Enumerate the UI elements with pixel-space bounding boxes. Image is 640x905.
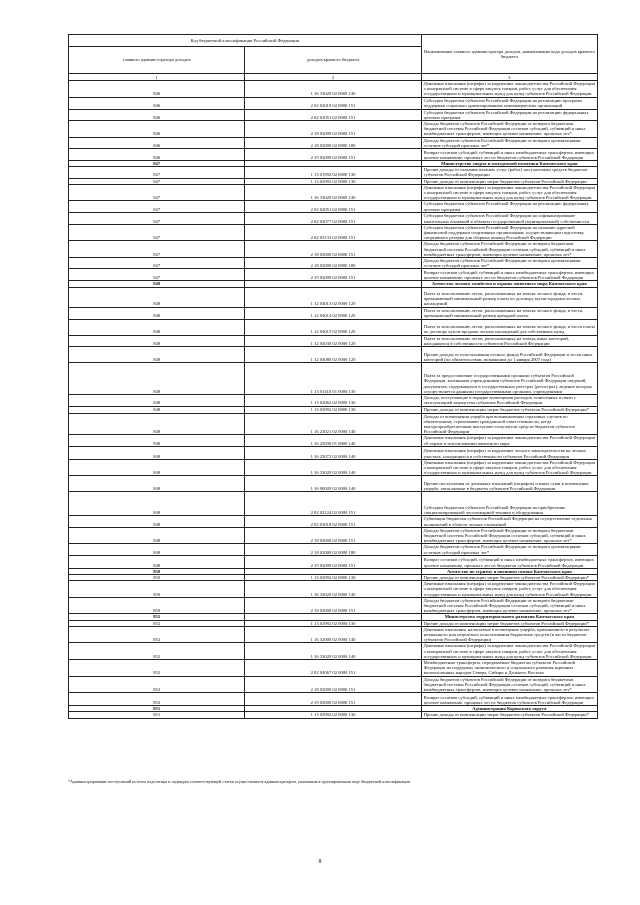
name-cell: Агентство лесного хозяйства и охраны животного мира Камчатского края xyxy=(421,281,597,287)
admin-code-cell: 850 xyxy=(69,597,245,614)
admin-code-cell: 848 xyxy=(69,413,245,435)
name-cell: Денежные взыскания (штрафы) за нарушение законодательства Российской Федерации о контрактной системе в сфере закупок товаров, работ, услуг для обеспечения государственных и муниципальных нужд для нужд субъектов Российской Федерации xyxy=(421,459,597,476)
table-row xyxy=(69,258,598,269)
admin-code-cell: 852 xyxy=(69,626,245,643)
table-row xyxy=(69,269,598,281)
table-row xyxy=(69,446,598,459)
name-cell: Межбюджетные трансферты, передаваемые бюджетам субъектов Российской Федерации на поддержку экономического и социального развития коренных малочисленных народов Севера, Сибири и Дальнего Востока xyxy=(421,660,597,677)
page-number: 8 xyxy=(318,859,322,865)
admin-code-cell: 846 xyxy=(69,121,245,138)
name-cell: Прочие доходы от использования лесного фонда Российской Федерации и лесов иных категорий (по обязательствам, возникшим до 1 января 2007 года) xyxy=(421,347,597,363)
admin-code-cell: 846 xyxy=(69,149,245,161)
name-cell: Денежные взыскания, налагаемые в возмещение ущерба, причиненного в результате незаконного или нецелевого использования бюджетных средств (в части бюджетов субъектов Российской Федерации) xyxy=(421,626,597,643)
footnote: *Администрирование поступлений по всем подстатьям и подвидам соответствующей статьи осуществляется администратором, указанным в группировочном коде бюджетной классификации xyxy=(68,779,410,784)
revenue-code-cell: 2 18 02000 02 0000 151 xyxy=(245,241,421,258)
revenue-code-cell: 1 13 02992 02 0000 130 xyxy=(245,178,421,184)
name-cell: Доходы от возмещения ущерба при возникновении страховых случаев по обязательному страхованию гражданской ответственности, когда выгодоприобретателями выступают получатели средств бюджетов субъектов Российской Федерации xyxy=(421,413,597,435)
admin-code-cell: 848 xyxy=(69,476,245,492)
table-row xyxy=(69,137,598,148)
revenue-code-cell: 1 12 04080 02 0000 120 xyxy=(245,347,421,363)
table-row xyxy=(69,544,598,555)
table-row xyxy=(69,516,598,527)
table-row xyxy=(69,241,598,258)
admin-code-cell: 848 xyxy=(69,406,245,413)
admin-code-cell: 847 xyxy=(69,241,245,258)
revenue-code-cell: 1 12 04013 02 0000 120 xyxy=(245,287,421,307)
revenue-code-cell: 2 19 02000 02 0000 151 xyxy=(245,555,421,568)
admin-code-cell: 851 xyxy=(69,712,245,718)
revenue-code-cell: 1 13 02992 02 0000 130 xyxy=(245,406,421,413)
admin-code-cell: 848 xyxy=(69,527,245,544)
admin-code-cell: 848 xyxy=(69,363,245,395)
table-row xyxy=(69,643,598,660)
admin-code-cell: 846 xyxy=(69,109,245,120)
table-row xyxy=(69,149,598,161)
revenue-code-cell: 2 18 02000 02 0000 151 xyxy=(245,597,421,614)
revenue-code-cell: 2 18 02000 02 0000 151 xyxy=(245,121,421,138)
name-cell: Субсидии бюджетам субъектов Российской Федерации на софинансирование капитальных вложений в объекты государственной (муниципальной) собственности xyxy=(421,212,597,224)
table-row xyxy=(69,459,598,476)
table-row xyxy=(69,597,598,614)
name-cell: Плата за использование лесов, расположенных на землях иных категорий, находящихся в собственности субъектов Российской Федерации xyxy=(421,335,597,346)
revenue-code-cell: 1 16 33020 02 0000 140 xyxy=(245,581,421,598)
header-admin-cell: главного админи-стратора доходов xyxy=(69,47,245,74)
table-row xyxy=(69,406,598,413)
admin-code-cell: 852 xyxy=(69,614,245,620)
table-row xyxy=(69,287,598,307)
name-cell: Доходы, поступающие в порядке возмещения расходов, понесенных в связи с эксплуатацией имущества субъектов Российской Федерации xyxy=(421,395,597,406)
admin-code-cell: 848 xyxy=(69,435,245,446)
admin-code-cell: 847 xyxy=(69,258,245,269)
admin-code-cell: 852 xyxy=(69,693,245,706)
table-row xyxy=(69,212,598,224)
name-cell: Доходы бюджетов субъектов Российской Федерации от возврата бюджетами бюджетной системы Российской Федерации остатков субсидий, субвенций и иных межбюджетных трансфертов, имеющих целевое назначение, прошлых лет* xyxy=(421,241,597,258)
name-cell: Плата за предоставление государственными органами субъектов Российской Федерации, казенными учреждениями субъектов Российской Федерации сведений, документов, содержащихся в государственных реестрах (регистрах), ведение которых осуществляется данными государственными органами, учреждениями xyxy=(421,363,597,395)
table-row xyxy=(69,184,598,201)
name-cell: Прочие доходы от компенсации затрат бюджетов субъектов Российской Федерации* xyxy=(421,712,597,718)
revenue-code-cell: 2 18 02000 02 0000 151 xyxy=(245,676,421,693)
table-row xyxy=(69,581,598,598)
revenue-code-cell: 2 02 02051 02 0000 151 xyxy=(245,201,421,212)
name-cell: Возврат остатков субсидий, субвенций и иных межбюджетных трансфертов, имеющих целевое назначение, прошлых лет из бюджетов субъектов Российской Федерации xyxy=(421,269,597,281)
name-cell: Субсидии бюджетам субъектов Российской Федерации на реализацию программ поддержки социально ориентированных некоммерческих организаций xyxy=(421,97,597,109)
admin-code-cell: 847 xyxy=(69,201,245,212)
admin-code-cell: 850 xyxy=(69,574,245,580)
revenue-code-cell: 2 02 02051 02 0000 151 xyxy=(245,109,421,120)
revenue-code-cell: 2 19 02000 02 0000 151 xyxy=(245,269,421,281)
revenue-code-cell: 1 12 04015 02 0000 120 xyxy=(245,319,421,335)
revenue-code-cell: 1 13 02992 02 0000 130 xyxy=(245,620,421,626)
name-cell: Прочие доходы от оказания платных услуг (работ) получателями средств бюджетов субъектов Российской Федерации xyxy=(421,167,597,178)
revenue-code-cell: 1 16 33020 02 0000 140 xyxy=(245,81,421,98)
table-row xyxy=(69,435,598,446)
name-cell: Денежные взыскания (штрафы) за нарушение законодательства Российской Федерации о контрактной системе в сфере закупок товаров, работ, услуг для обеспечения государственных и муниципальных нужд для нужд субъектов Российской Федерации xyxy=(421,184,597,201)
table-row xyxy=(69,476,598,492)
name-cell: Возврат остатков субсидий, субвенций и иных межбюджетных трансфертов, имеющих целевое назначение, прошлых лет из бюджетов субъектов Российской Федерации xyxy=(421,693,597,706)
name-cell: Прочие поступления от денежных взысканий (штрафов) и иных сумм в возмещение ущерба, зачисляемые в бюджеты субъектов Российской Федерации xyxy=(421,476,597,492)
admin-code-cell: 846 xyxy=(69,81,245,98)
revenue-code-cell: 2 19 02000 02 0000 151 xyxy=(245,149,421,161)
admin-code-cell: 852 xyxy=(69,660,245,677)
revenue-code-cell: 2 02 04067 02 0000 151 xyxy=(245,660,421,677)
revenue-code-cell: 2 18 02000 02 0000 180 xyxy=(245,258,421,269)
revenue-code-cell: 1 16 25030 01 0000 140 xyxy=(245,435,421,446)
table-row xyxy=(69,167,598,178)
name-cell: Субвенции бюджетам субъектов Российской Федерации на осуществление отдельных полномочий в области лесных отношений xyxy=(421,516,597,527)
revenue-code-cell: 1 13 02992 02 0000 130 xyxy=(245,574,421,580)
admin-code-cell: 848 xyxy=(69,307,245,319)
admin-code-cell: 846 xyxy=(69,137,245,148)
admin-code-cell: 846 xyxy=(69,97,245,109)
name-cell: Прочие доходы от компенсации затрат бюджетов субъектов Российской Федерации* xyxy=(421,574,597,580)
revenue-code-cell: 2 02 02133 02 0000 151 xyxy=(245,224,421,241)
column-number: 2 xyxy=(245,74,421,81)
admin-code-cell: 850 xyxy=(69,568,245,574)
admin-code-cell: 847 xyxy=(69,167,245,178)
name-cell: Доходы бюджетов субъектов Российской Федерации от возврата бюджетами бюджетной системы Российской Федерации остатков субсидий, субвенций и иных межбюджетных трансфертов, имеющих целевое назначение, прошлых лет* xyxy=(421,527,597,544)
admin-code-cell: 848 xyxy=(69,544,245,555)
table-row xyxy=(69,81,598,98)
table-row xyxy=(69,319,598,335)
name-cell: Субсидии бюджетам субъектов Российской Федерации на оказание адресной финансовой поддержки спортивным организациям, осуществляющим подготовку спортивного резерва для сборных команд Российской Федерации xyxy=(421,224,597,241)
table-row xyxy=(69,492,598,516)
table-row xyxy=(69,201,598,212)
header-name-cell: Наименование главного администратора доходов, наименование кода доходов краевого бюджета xyxy=(421,35,597,74)
revenue-code-cell: 2 18 02000 02 0000 180 xyxy=(245,137,421,148)
name-cell: Министерство территориального развития Камчатского края xyxy=(421,614,597,620)
table-row xyxy=(69,347,598,363)
revenue-code-cell: 1 16 90020 02 0000 140 xyxy=(245,476,421,492)
table-row xyxy=(69,693,598,706)
name-cell: Прочие доходы от компенсации затрат бюджетов субъектов Российской Федерации* xyxy=(421,406,597,413)
revenue-code-cell: 1 16 33020 02 0000 140 xyxy=(245,459,421,476)
table-row xyxy=(69,363,598,395)
table-row xyxy=(69,676,598,693)
revenue-code-cell: 1 16 32000 02 0000 140 xyxy=(245,626,421,643)
admin-code-cell: 847 xyxy=(69,224,245,241)
name-cell: Денежные взыскания (штрафы) за нарушение законодательства Российской Федерации о контрактной системе в сфере закупок товаров, работ, услуг для обеспечения государственных и муниципальных нужд для нужд субъектов Российской Федерации xyxy=(421,81,597,98)
revenue-code-cell: 1 13 01992 02 0000 130 xyxy=(245,167,421,178)
name-cell: Прочие доходы от компенсации затрат бюджетов субъектов Российской Федерации xyxy=(421,178,597,184)
table-row xyxy=(69,224,598,241)
admin-code-cell: 848 xyxy=(69,459,245,476)
admin-code-cell: 848 xyxy=(69,492,245,516)
revenue-code-cell: 2 02 02077 02 0000 151 xyxy=(245,212,421,224)
revenue-code-cell: 1 13 01410 01 0000 130 xyxy=(245,363,421,395)
name-cell: Плата за использование лесов, расположенных на землях лесного фонда, в части, превышающей минимальный размер платы по договору купли-продажи лесных насаждений xyxy=(421,287,597,307)
admin-code-cell: 852 xyxy=(69,676,245,693)
revenue-code-cell: 1 13 02062 02 0000 130 xyxy=(245,395,421,406)
table-row xyxy=(69,626,598,643)
admin-code-cell: 851 xyxy=(69,706,245,712)
revenue-code-cell: 1 12 04030 02 0000 120 xyxy=(245,335,421,346)
name-cell: Субсидии бюджетам субъектов Российской Федерации на реализацию федеральных целевых программ xyxy=(421,109,597,120)
revenue-code-cell: 2 02 03018 02 0000 151 xyxy=(245,516,421,527)
name-cell: Доходы бюджетов субъектов Российской Федерации от возврата бюджетами бюджетной системы Российской Федерации остатков субсидий, субвенций и иных межбюджетных трансфертов, имеющих целевое назначение, прошлых лет* xyxy=(421,121,597,138)
revenue-code-cell: 1 12 04014 02 0000 120 xyxy=(245,307,421,319)
revenue-code-cell: 2 19 02000 02 0000 151 xyxy=(245,693,421,706)
name-cell: Денежные взыскания (штрафы) за нарушение законодательства Российской Федерации о контрактной системе в сфере закупок товаров, работ, услуг для обеспечения государственных и муниципальных нужд для нужд субъектов Российской Федерации xyxy=(421,643,597,660)
header-code-cell: доходов краевого бюджета xyxy=(245,47,421,74)
name-cell: Возврат остатков субсидий, субвенций и иных межбюджетных трансфертов, имеющих целевое назначение, прошлых лет из бюджетов субъектов Российской Федерации xyxy=(421,149,597,161)
table-row xyxy=(69,712,598,718)
table-row xyxy=(69,555,598,568)
name-cell: Администрация Корякского округа xyxy=(421,706,597,712)
name-cell: Доходы бюджетов субъектов Российской Федерации от возврата организациями остатков субсидий прошлых лет* xyxy=(421,544,597,555)
admin-code-cell: 848 xyxy=(69,287,245,307)
name-cell: Денежные взыскания (штрафы) за нарушение законодательства Российской Федерации об охране и использовании животного мира xyxy=(421,435,597,446)
admin-code-cell: 847 xyxy=(69,212,245,224)
revenue-code-cell: 2 18 02000 02 0000 151 xyxy=(245,527,421,544)
admin-code-cell: 850 xyxy=(69,581,245,598)
admin-code-cell: 848 xyxy=(69,319,245,335)
table-row xyxy=(69,121,598,138)
table-row xyxy=(69,527,598,544)
table-row xyxy=(69,109,598,120)
admin-code-cell: 847 xyxy=(69,178,245,184)
name-cell: Доходы бюджетов субъектов Российской Федерации от возврата организациями остатков субсидий прошлых лет* xyxy=(421,137,597,148)
column-number: 1 xyxy=(69,74,245,81)
table-row xyxy=(69,413,598,435)
name-cell: Субсидии бюджетам субъектов Российской Федерации на реализацию федеральных целевых программ xyxy=(421,201,597,212)
revenue-code-cell: 1 13 02992 02 0000 130 xyxy=(245,712,421,718)
name-cell: Денежные взыскания (штрафы) за нарушение законодательства Российской Федерации о контрактной системе в сфере закупок товаров, работ, услуг для обеспечения государственных и муниципальных нужд для нужд субъектов Российской Федерации xyxy=(421,581,597,598)
name-cell: Агентство по туризму и внешним связям Камчатского края xyxy=(421,568,597,574)
revenue-code-cell: 1 16 33020 02 0000 140 xyxy=(245,643,421,660)
name-cell: Доходы бюджетов субъектов Российской Федерации от возврата организациями остатков субсидий прошлых лет* xyxy=(421,258,597,269)
table-row xyxy=(69,395,598,406)
revenue-code-cell: 1 16 25072 02 0000 140 xyxy=(245,446,421,459)
name-cell: Плата за использование лесов, расположенных на землях лесного фонда, в части платы по договору купли-продажи лесных насаждений для собственных нужд xyxy=(421,319,597,335)
revenue-code-cell: 2 02 02124 02 0000 151 xyxy=(245,492,421,516)
header-group-cell: Код бюджетной классификации Российской Федерации xyxy=(69,35,422,47)
admin-code-cell: 847 xyxy=(69,184,245,201)
admin-code-cell: 848 xyxy=(69,281,245,287)
name-cell: Министерство спорта и молодежной политики Камчатского края xyxy=(421,161,597,167)
admin-code-cell: 848 xyxy=(69,516,245,527)
name-cell: Денежные взыскания (штрафы) за нарушение лесного законодательства на лесных участках, находящихся в собственности субъектов Российской Федерации xyxy=(421,446,597,459)
revenue-codes-table xyxy=(68,34,598,719)
admin-code-cell: 852 xyxy=(69,620,245,626)
name-cell: Доходы бюджетов субъектов Российской Федерации от возврата бюджетами бюджетной системы Российской Федерации остатков субсидий, субвенций и иных межбюджетных трансфертов, имеющих целевое назначение, прошлых лет* xyxy=(421,597,597,614)
name-cell: Возврат остатков субсидий, субвенций и иных межбюджетных трансфертов, имеющих целевое назначение, прошлых лет из бюджетов субъектов Российской Федерации xyxy=(421,555,597,568)
admin-code-cell: 848 xyxy=(69,335,245,346)
column-number: 3 xyxy=(421,74,597,81)
admin-code-cell: 848 xyxy=(69,555,245,568)
admin-code-cell: 848 xyxy=(69,347,245,363)
revenue-code-cell: 1 16 33020 02 0000 140 xyxy=(245,184,421,201)
table-row xyxy=(69,307,598,319)
name-cell: Прочие доходы от компенсации затрат бюджетов субъектов Российской Федерации* xyxy=(421,620,597,626)
revenue-code-cell: 2 02 02019 02 0000 151 xyxy=(245,97,421,109)
name-cell: Плата за использование лесов, расположенных на землях лесного фонда, в части, превышающей минимальный размер арендной платы xyxy=(421,307,597,319)
admin-code-cell: 847 xyxy=(69,161,245,167)
document-page xyxy=(68,34,598,719)
name-cell: Субсидии бюджетам субъектов Российской Федерации на приобретение специализированной лесопожарной техники и оборудования xyxy=(421,492,597,516)
admin-code-cell: 848 xyxy=(69,395,245,406)
table-body xyxy=(69,81,598,719)
table-row xyxy=(69,335,598,346)
revenue-code-cell: 1 16 23021 02 0000 140 xyxy=(245,413,421,435)
revenue-code-cell: 2 18 02000 02 0000 180 xyxy=(245,544,421,555)
table-row xyxy=(69,660,598,677)
name-cell: Доходы бюджетов субъектов Российской Федерации от возврата бюджетами бюджетной системы Российской Федерации остатков субсидий, субвенций и иных межбюджетных трансфертов, имеющих целевое назначение, прошлых лет* xyxy=(421,676,597,693)
admin-code-cell: 852 xyxy=(69,643,245,660)
admin-code-cell: 848 xyxy=(69,446,245,459)
admin-code-cell: 847 xyxy=(69,269,245,281)
table-row xyxy=(69,97,598,109)
